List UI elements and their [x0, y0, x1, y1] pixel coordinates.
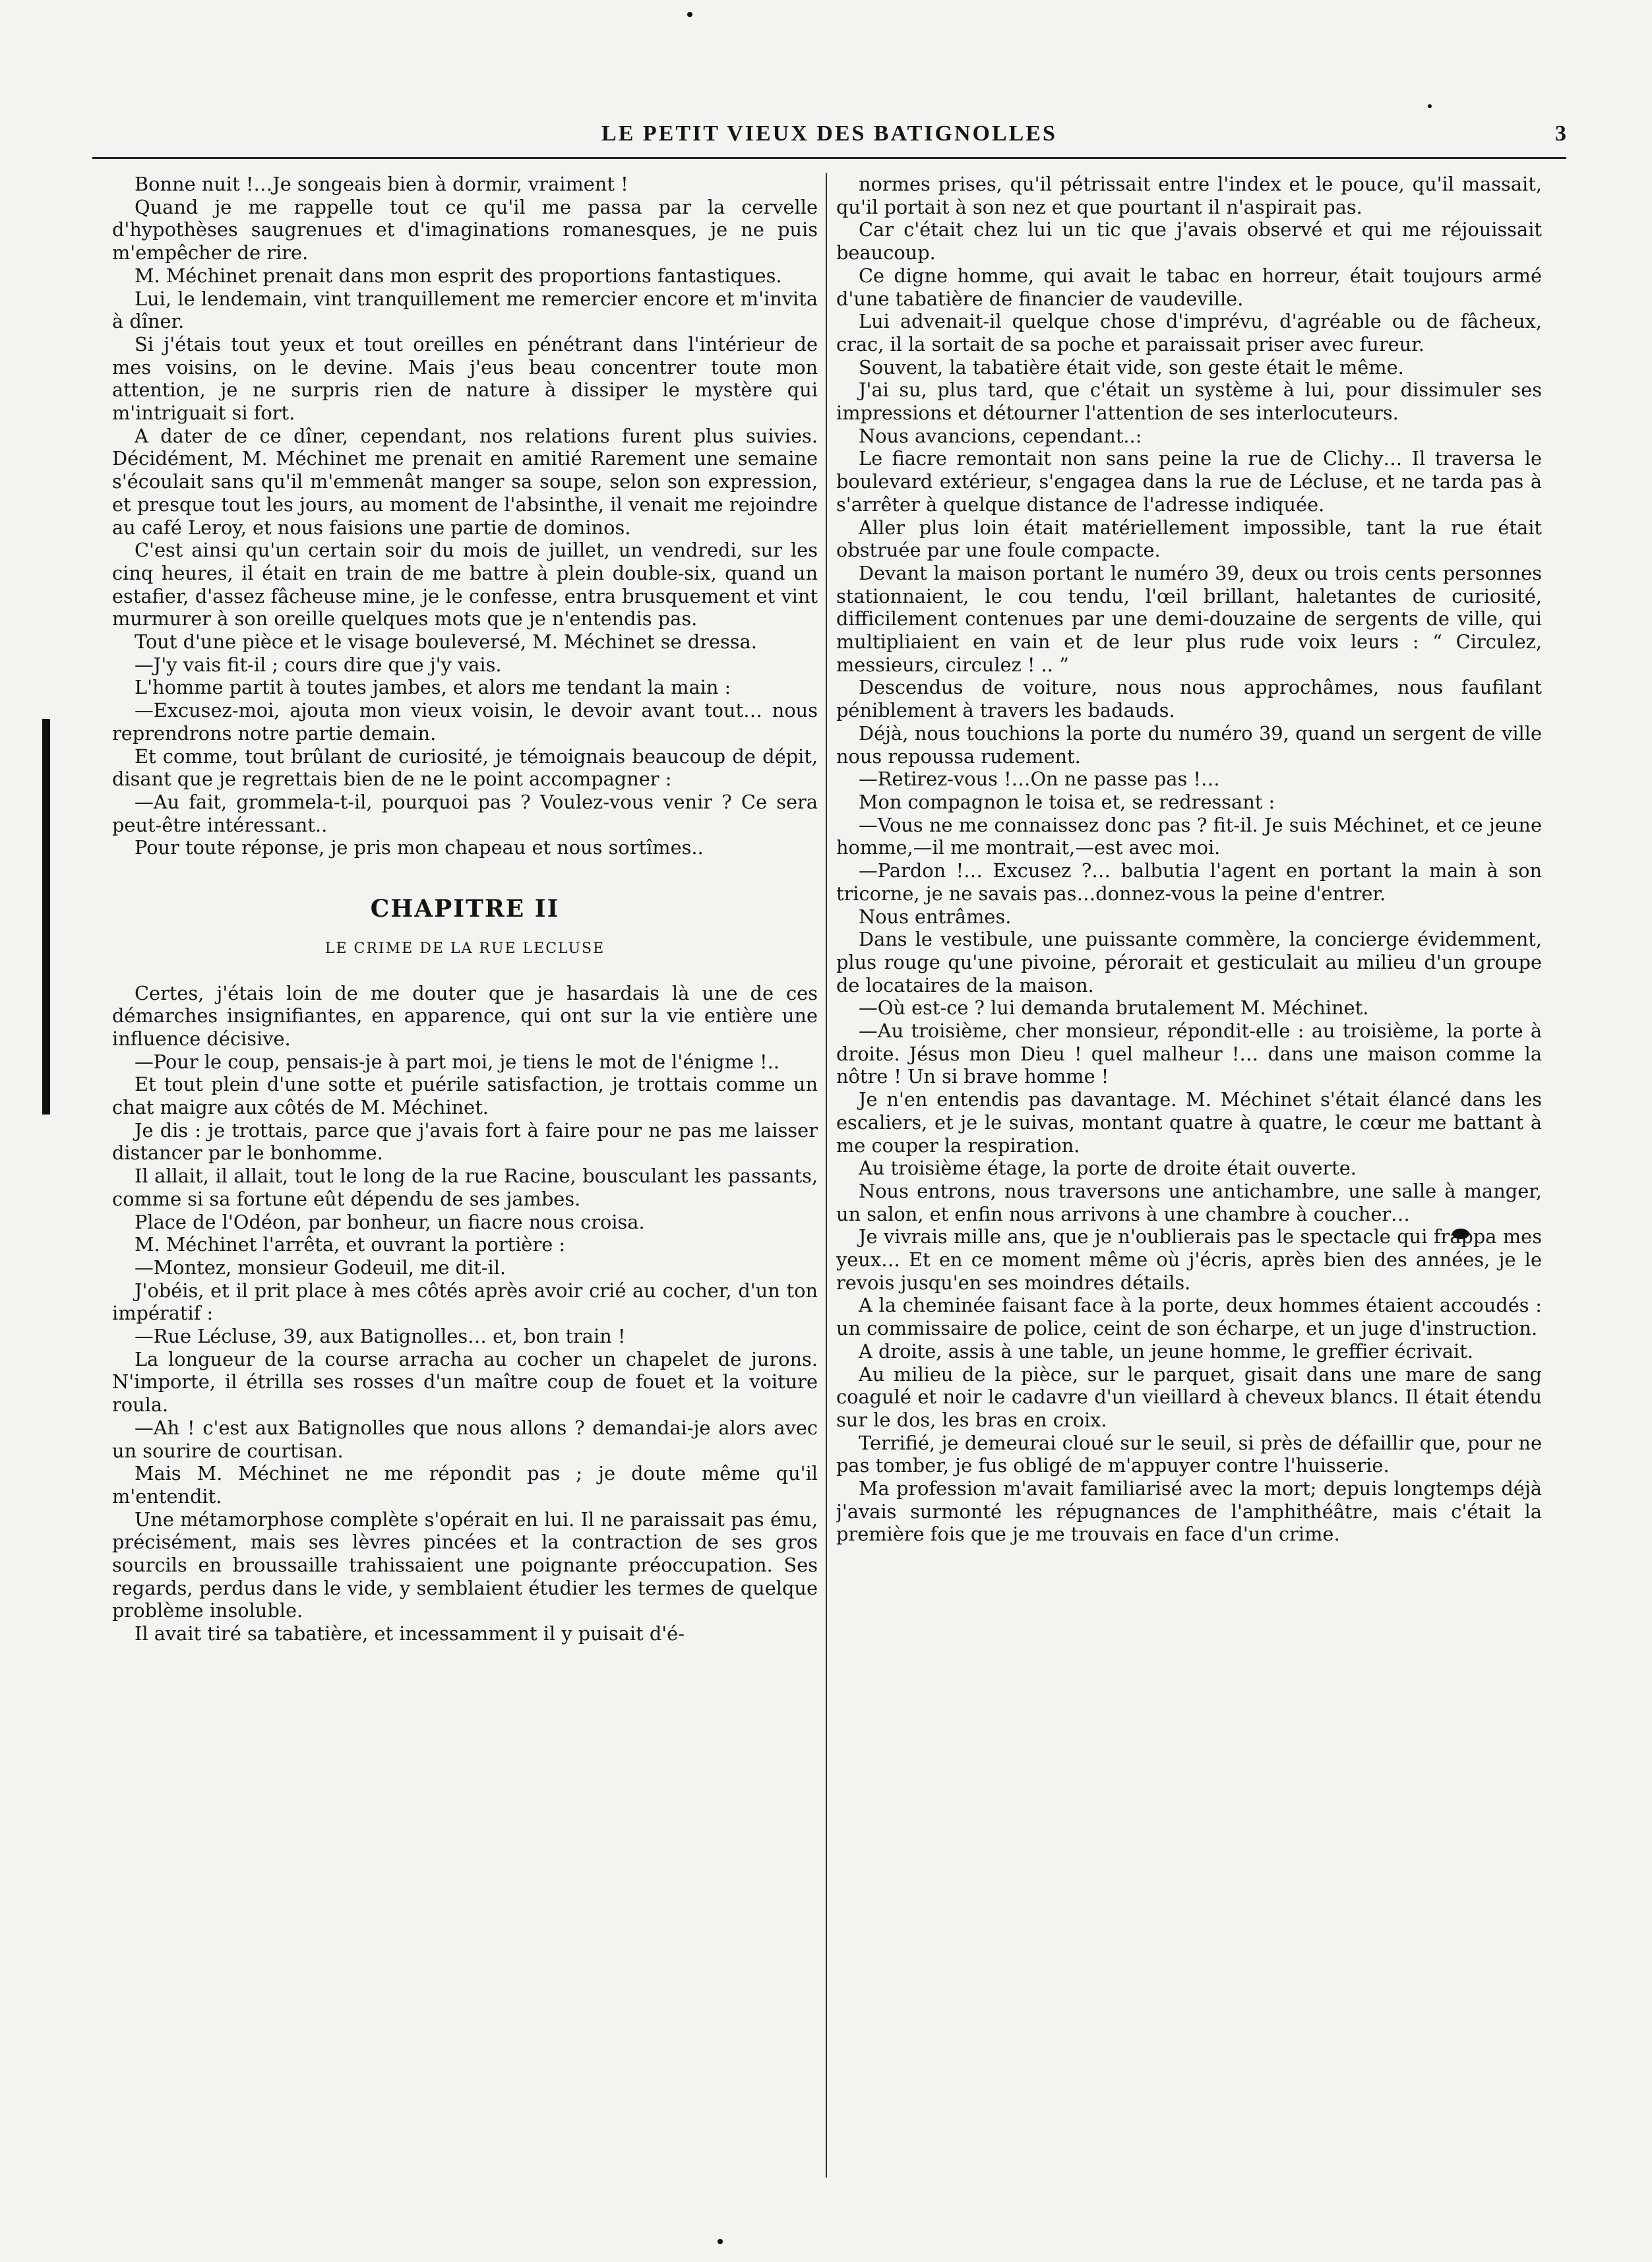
paragraph: Je vivrais mille ans, que je n'oublierais pas le spectacle qui frappa mes yeux… Et en ce moment même où j'écris, après bien des années, je le revois jusqu'en ses moindres détails.: [836, 1225, 1542, 1294]
paragraph: Descendus de voiture, nous nous approchâmes, nous faufilant péniblement à travers les badauds.: [836, 676, 1542, 722]
paragraph: Dans le vestibule, une puissante commère, la concierge évidemment, plus rouge qu'une pivoine, pérorait et gesticulait au milieu d'un groupe de locataires de la maison.: [836, 928, 1542, 996]
paragraph: Déjà, nous touchions la porte du numéro 39, quand un sergent de ville nous repoussa rudement.: [836, 721, 1542, 768]
paragraph: Lui advenait-il quelque chose d'imprévu, d'agréable ou de fâcheux, crac, il la sortait de sa poche et paraissait priser avec fureur.: [836, 310, 1542, 355]
paragraph: C'est ainsi qu'un certain soir du mois de juillet, un vendredi, sur les cinq heures, il était en train de me battre à plein double-six, quand un estafier, d'assez fâcheuse mine, je le confesse, entra brusquement et vint murmurer à son oreille quelques mots que je n'entendis pas.: [112, 539, 818, 630]
paragraph: A la cheminée faisant face à la porte, deux hommes étaient accoudés : un commissaire de police, ceint de son écharpe, et un juge d'instruction.: [836, 1294, 1542, 1340]
paragraph: —Excusez-moi, ajouta mon vieux voisin, le devoir avant tout… nous reprendrons notre partie demain.: [112, 699, 818, 745]
column-rule: [826, 173, 827, 2178]
ink-speck: [1428, 104, 1432, 108]
page-number: 3: [1555, 121, 1566, 146]
paragraph: —J'y vais fit-il ; cours dire que j'y vais.: [135, 653, 502, 676]
running-header: [92, 117, 1566, 159]
paragraph: Mais M. Méchinet ne me répondit pas ; je doute même qu'il m'entendit.: [112, 1462, 818, 1508]
paragraph: Ma profession m'avait familiarisé avec la mort; depuis longtemps déjà j'avais surmonté les répugnances de l'amphithéâtre, mais c'était la première fois que je me trouvais en face d'un crime.: [836, 1477, 1542, 1546]
paragraph: normes prises, qu'il pétrissait entre l'index et le pouce, qu'il massait, qu'il portait à son nez et que pourtant il n'aspirait pas.: [836, 173, 1542, 218]
paragraph: Quand je me rappelle tout ce qu'il me passa par la cervelle d'hypothèses saugrenues et d'imaginations romanesques, je ne puis m'empêcher de rire.: [112, 195, 818, 264]
chapter-subtitle: LE CRIME DE LA RUE LECLUSE: [324, 940, 605, 957]
paragraph: Nous entrons, nous traversons une antichambre, une salle à manger, un salon, et enfin nous arrivons à une chambre à coucher…: [836, 1179, 1542, 1225]
paragraph: Si j'étais tout yeux et tout oreilles en pénétrant dans l'intérieur de mes voisins, on le devine. Mais j'eus beau concentrer toute mon attention, je ne surpris rien de nature à dissiper le mystère qui m'intriguait si fort.: [112, 332, 818, 425]
paragraph: Je dis : je trottais, parce que j'avais fort à faire pour ne pas me laisser distancer par le bonhomme.: [112, 1118, 818, 1165]
right-column: [836, 173, 1542, 2184]
paragraph: —Retirez-vous !…On ne passe pas !…: [859, 768, 1220, 791]
paragraph: Le fiacre remontait non sans peine la rue de Clichy… Il traversa le boulevard extérieur, s'engagea dans la rue de Lécluse, et ne tarda pas à s'arrêter à quelque distance de l'adresse indiquée.: [836, 447, 1542, 516]
paragraph: A dater de ce dîner, cependant, nos relations furent plus suivies. Décidément, M. Méchinet me prenait en amitié Rarement une semaine s'écoulait sans qu'il m'emmenât manger sa soupe, selon son expression, et presque tout les jours, au moment de l'absinthe, il venait me rejoindre au café Leroy, et nous faisions une partie de dominos.: [112, 424, 818, 539]
paragraph: Je n'en entendis pas davantage. M. Méchinet s'était élancé dans les escaliers, et je le suivas, montant quatre à quatre, le cœur me battant à me couper la respiration.: [836, 1088, 1542, 1157]
running-title: LE PETIT VIEUX DES BATIGNOLLES: [601, 121, 1057, 146]
paragraph: L'homme partit à toutes jambes, et alors me tendant la main :: [135, 676, 731, 699]
paragraph: Il allait, il allait, tout le long de la rue Racine, bousculant les passants, comme si sa fortune eût dépendu de ses jambes.: [112, 1165, 818, 1210]
paragraph: —Pardon !… Excusez ?… balbutia l'agent en portant la main à son tricorne, je ne savais pas…donnez-vous la peine d'entrer.: [836, 859, 1542, 905]
ink-speck: [687, 12, 692, 17]
paragraph: J'ai su, plus tard, que c'était un système à lui, pour dissimuler ses impressions et détourner l'attention de ses interlocuteurs.: [836, 379, 1542, 425]
paragraph: —Au troisième, cher monsieur, répondit-elle : au troisième, la porte à droite. Jésus mon Dieu ! quel malheur !… dans une maison comme la nôtre ! Un si brave homme !: [836, 1020, 1542, 1088]
paragraph: Souvent, la tabatière était vide, son geste était le même.: [859, 355, 1404, 379]
paragraph: Aller plus loin était matériellement impossible, tant la rue était obstruée par une foule compacte.: [836, 516, 1542, 562]
paragraph: Bonne nuit !…Je songeais bien à dormir, vraiment !: [135, 173, 628, 195]
paragraph: Au milieu de la pièce, sur le parquet, gisait dans une mare de sang coagulé et noir le cadavre d'un vieillard à cheveux blancs. Il était étendu sur le dos, les bras en croix.: [836, 1362, 1542, 1431]
paragraph: Nous avancions, cependant..:: [859, 424, 1142, 447]
paragraph: Nous entrâmes.: [859, 905, 1012, 928]
paragraph: —Au fait, grommela-t-il, pourquoi pas ? Voulez-vous venir ? Ce sera peut-être intéressant..: [112, 790, 818, 836]
paragraph: Mon compagnon le toisa et, se redressant :: [859, 790, 1275, 813]
paragraph: —Ah ! c'est aux Batignolles que nous allons ? demandai-je alors avec un sourire de courtisan.: [112, 1416, 818, 1462]
paragraph: Une métamorphose complète s'opérait en lui. Il ne paraissait pas ému, précisément, mais ses lèvres pincées et la contraction de ses gros sourcils en broussaille trahissaient une poignante préoccupation. Ses regards, perdus dans le vide, y semblaient étudier les termes de quelque problème insoluble.: [112, 1508, 818, 1622]
paragraph: Devant la maison portant le numéro 39, deux ou trois cents personnes stationnaient, le cou tendu, l'œil brillant, haletantes de curiosité, difficilement contenues par une demi-douzaine de sergents de ville, qui multipliaient en vain et de leur plus rude voix leurs : “ Circulez, messieurs, circulez ! .. ”: [836, 561, 1542, 676]
paragraph: Pour toute réponse, je pris mon chapeau et nous sortîmes..: [135, 836, 704, 859]
paragraph: Ce digne homme, qui avait le tabac en horreur, était toujours armé d'une tabatière de financier de vaudeville.: [836, 264, 1542, 310]
paragraph: La longueur de la course arracha au cocher un chapelet de jurons. N'importe, il étrilla ses rosses d'un maître coup de fouet et la voiture roula.: [112, 1347, 818, 1417]
chapter-title: CHAPITRE II: [370, 895, 560, 923]
paragraph: —Rue Lécluse, 39, aux Batignolles… et, bon train !: [135, 1325, 626, 1348]
paragraph: —Montez, monsieur Godeuil, me dit-il.: [135, 1256, 506, 1279]
right-paragraphs: [836, 173, 1542, 1546]
paragraph: J'obéis, et il prit place à mes côtés après avoir crié au cocher, d'un ton impératif :: [112, 1279, 818, 1325]
margin-mark: [42, 719, 50, 1115]
paragraph: Il avait tiré sa tabatière, et incessamment il y puisait d'é-: [135, 1622, 685, 1645]
ink-speck: [718, 2239, 723, 2244]
paragraph: Certes, j'étais loin de me douter que je hasardais là une de ces démarches insignifiantes, en apparence, qui ont sur la vie entière une influence décisive.: [112, 981, 818, 1050]
paragraph: Tout d'une pièce et le visage bouleversé, M. Méchinet se dressa.: [135, 630, 757, 654]
paragraph: Au troisième étage, la porte de droite était ouverte.: [859, 1157, 1357, 1180]
left-paragraphs-after: [112, 982, 818, 1645]
left-paragraphs-before: [112, 173, 818, 859]
paragraph: Car c'était chez lui un tic que j'avais observé et qui me réjouissait beaucoup.: [836, 218, 1542, 264]
paragraph: Et comme, tout brûlant de curiosité, je témoignais beaucoup de dépit, disant que je regrettais bien de ne le point accompagner :: [112, 745, 818, 791]
paragraph: —Vous ne me connaissez donc pas ? fit-il. Je suis Méchinet, et ce jeune homme,—il me montrait,—est avec moi.: [836, 813, 1542, 859]
paragraph: Et tout plein d'une sotte et puérile satisfaction, je trottais comme un chat maigre aux côtés de M. Méchinet.: [112, 1073, 818, 1119]
left-column: [112, 173, 818, 2184]
paragraph: —Où est-ce ? lui demanda brutalement M. Méchinet.: [859, 996, 1369, 1020]
paragraph: Place de l'Odéon, par bonheur, un fiacre nous croisa.: [135, 1210, 645, 1233]
paragraph: —Pour le coup, pensais-je à part moi, je tiens le mot de l'énigme !..: [135, 1050, 780, 1073]
paragraph: A droite, assis à une table, un jeune homme, le greffier écrivait.: [859, 1339, 1473, 1362]
paragraph: M. Méchinet l'arrêta, et ouvrant la portière :: [135, 1233, 566, 1256]
paragraph: M. Méchinet prenait dans mon esprit des proportions fantastiques.: [135, 264, 782, 287]
paragraph: Terrifié, je demeurai cloué sur le seuil, si près de défaillir que, pour ne pas tomber, je fus obligé de m'appuyer contre l'huisserie.: [836, 1431, 1542, 1477]
paragraph: Lui, le lendemain, vint tranquillement me remercier encore et m'invita à dîner.: [112, 287, 818, 333]
